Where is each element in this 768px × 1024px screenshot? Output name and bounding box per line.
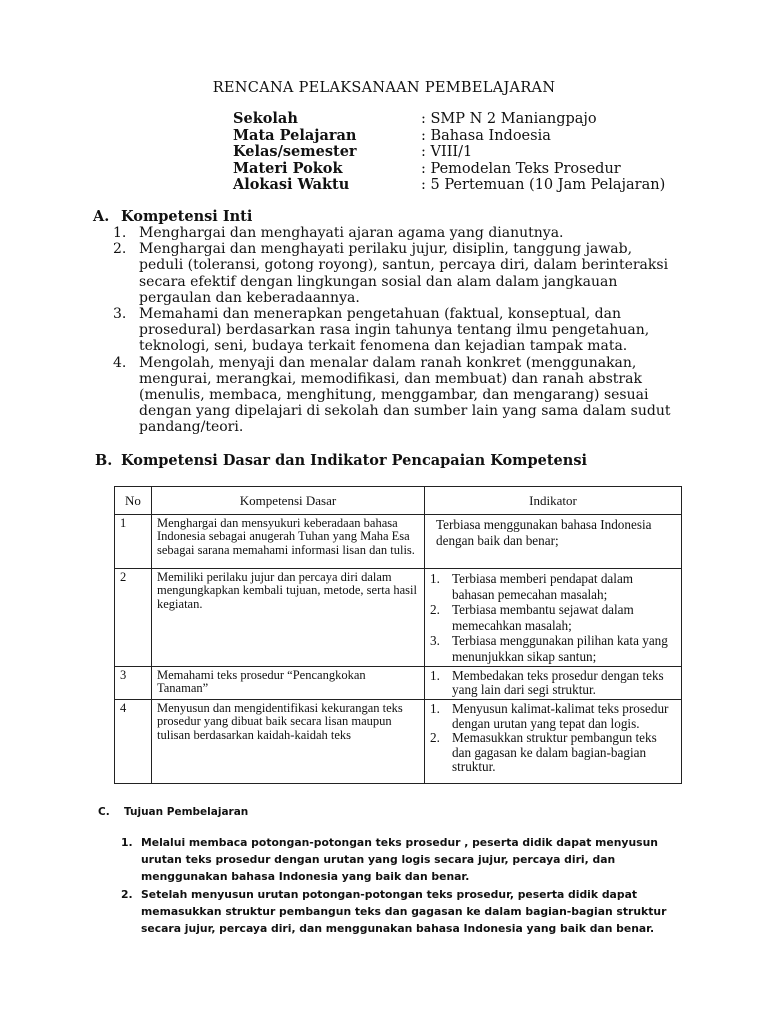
list-item: [113, 355, 673, 436]
cell-kd: Menyusun dan mengidentifikasi kekurangan teks prosedur yang dibuat baik secara lisan maupun tulisan berdasarkan kaidah-kaidah teks: [152, 700, 425, 784]
section-letter: C.: [98, 806, 110, 818]
column-header-kd: Kompetensi Dasar: [152, 487, 425, 515]
list-number: 3.: [113, 306, 127, 323]
identity-label: Mata Pelajaran: [233, 126, 357, 144]
cell-kd: Memiliki perilaku jujur dan percaya diri dalam mengungkapkan kembali tujuan, metode, serta hasil kegiatan.: [152, 569, 425, 667]
cell-indikator: [425, 569, 682, 667]
column-header-indikator: Indikator: [425, 487, 682, 515]
identity-value: : 5 Pertemuan (10 Jam Pelajaran): [421, 177, 666, 193]
table-row: [115, 515, 682, 569]
section-title: Tujuan Pembelajaran: [124, 806, 249, 818]
cell-no: 3: [115, 667, 152, 700]
list-text: Membedakan teks prosedur dengan teks yang lain dari segi struktur.: [452, 668, 664, 697]
indikator-list: [430, 571, 676, 664]
indikator-text: Terbiasa menggunakan bahasa Indonesia dengan baik dan benar;: [436, 517, 652, 548]
cell-kd: Memahami teks prosedur “Pencangkokan Tanaman”: [152, 667, 425, 700]
identity-value: : VIII/1: [421, 144, 473, 160]
kompetensi-table: [114, 486, 682, 784]
list-text: Memahami dan menerapkan pengetahuan (faktual, konseptual, dan prosedural) berdasarkan rasa ingin tahunya tentang ilmu pengetahuan, teknologi, seni, budaya terkait fenomena dan kejadian tampak mata.: [139, 306, 650, 355]
list-text: Mengolah, menyaji dan menalar dalam ranah konkret (menggunakan, mengurai, merangkai, memodifikasi, dan membuat) dan ranah abstrak (menulis, membaca, menghitung, menggambar, dan mengarang) sesuai dengan yang dipelajari di sekolah dan sumber lain yang sama dalam sudut pandang/teori.: [139, 354, 671, 436]
list-item: [430, 602, 676, 633]
identity-row-time: [233, 177, 665, 194]
list-item: [113, 225, 673, 241]
list-text: Menghargai dan menghayati perilaku jujur, disiplin, tanggung jawab, peduli (toleransi, gotong royong), santun, percaya diri, dalam berinteraksi secara efektif dengan lingkungan sosial dan alam dalam jangkauan pergaulan dan keberadaannya.: [139, 241, 669, 306]
list-item: [430, 571, 676, 602]
table-row: [115, 700, 682, 784]
list-item: [430, 731, 676, 775]
identity-label: Kelas/semester: [233, 143, 357, 160]
identity-row-topic: [233, 161, 665, 178]
list-item: [430, 669, 676, 697]
list-number: 1.: [430, 571, 440, 586]
identity-label: Alokasi Waktu: [233, 176, 350, 193]
list-text: Setelah menyusun urutan potongan-potongan teks prosedur, peserta didik dapat memasukkan struktur pembangun teks dan gagasan ke dalam bagian-bagian struktur secara jujur, percaya diri, dan menggunakan bahasa Indonesia yang baik dan benar.: [141, 887, 667, 936]
list-number: 2.: [121, 887, 133, 901]
list-text: Terbiasa menggunakan pilihan kata yang menunjukkan sikap santun;: [452, 633, 668, 664]
identity-value: : SMP N 2 Maniangpajo: [421, 111, 597, 127]
list-text: Terbiasa membantu sejawat dalam memecahkan masalah;: [452, 602, 634, 633]
identity-value: : Pemodelan Teks Prosedur: [421, 160, 621, 177]
identity-block: [233, 111, 665, 194]
list-number: 1.: [113, 225, 127, 241]
column-header-no: No: [115, 487, 152, 515]
tujuan-list: [121, 834, 681, 937]
cell-no: 2: [115, 569, 152, 667]
cell-kd: Menghargai dan mensyukuri keberadaan bahasa Indonesia sebagai anugerah Tuhan yang Maha Esa sebagai sarana memahami informasi lisan dan tulis.: [152, 515, 425, 569]
list-text: Menyusun kalimat-kalimat teks prosedur dengan urutan yang tepat dan logis.: [452, 701, 669, 731]
identity-value: : Bahasa Indoesia: [421, 127, 551, 144]
cell-indikator: [425, 700, 682, 784]
list-number: 2.: [430, 730, 440, 745]
section-letter: B.: [95, 452, 113, 469]
list-item: [113, 306, 673, 355]
section-title: Kompetensi Dasar dan Indikator Pencapaian Kompetensi: [121, 452, 587, 469]
list-text: Menghargai dan menghayati ajaran agama yang dianutnya.: [139, 225, 564, 241]
list-text: Melalui membaca potongan-potongan teks prosedur , peserta didik dapat menyusun urutan teks prosedur dengan urutan yang logis secara jujur, percaya diri, dan menggunakan bahasa Indonesia yang baik dan benar.: [141, 836, 658, 884]
list-number: 4.: [113, 354, 127, 371]
kompetensi-inti-list: [113, 225, 673, 436]
identity-row-subject: [233, 128, 665, 145]
list-text: Terbiasa memberi pendapat dalam bahasan pemecahan masalah;: [452, 571, 634, 602]
list-item: [121, 834, 681, 886]
list-item: [113, 241, 673, 306]
table-header-row: [115, 487, 682, 515]
section-c-heading: [98, 806, 248, 818]
list-number: 3.: [430, 633, 440, 648]
section-b-heading: [95, 452, 587, 469]
document-title: RENCANA PELAKSANAAN PEMBELAJARAN: [212, 80, 556, 96]
identity-label: Sekolah: [233, 110, 298, 127]
cell-no: 1: [115, 515, 152, 569]
list-number: 1.: [121, 836, 133, 849]
cell-no: 4: [115, 700, 152, 784]
indikator-list: [430, 702, 676, 775]
identity-row-school: [233, 111, 665, 128]
list-item: [121, 886, 681, 938]
list-number: 2.: [113, 241, 127, 258]
table-row: [115, 667, 682, 700]
section-letter: A.: [93, 208, 110, 225]
indikator-list: [430, 669, 676, 697]
list-item: [430, 702, 676, 731]
section-a-heading: [93, 208, 252, 225]
section-title: Kompetensi Inti: [121, 208, 253, 225]
list-number: 1.: [430, 668, 440, 683]
identity-label: Materi Pokok: [233, 159, 343, 177]
cell-indikator: [425, 667, 682, 700]
identity-row-class: [233, 144, 665, 161]
cell-indikator: [425, 515, 682, 569]
list-number: 2.: [430, 602, 440, 617]
list-text: Memasukkan struktur pembangun teks dan gagasan ke dalam bagian-bagian struktur.: [452, 730, 657, 774]
table-row: [115, 569, 682, 667]
list-number: 1.: [430, 701, 440, 716]
list-item: [430, 633, 676, 664]
